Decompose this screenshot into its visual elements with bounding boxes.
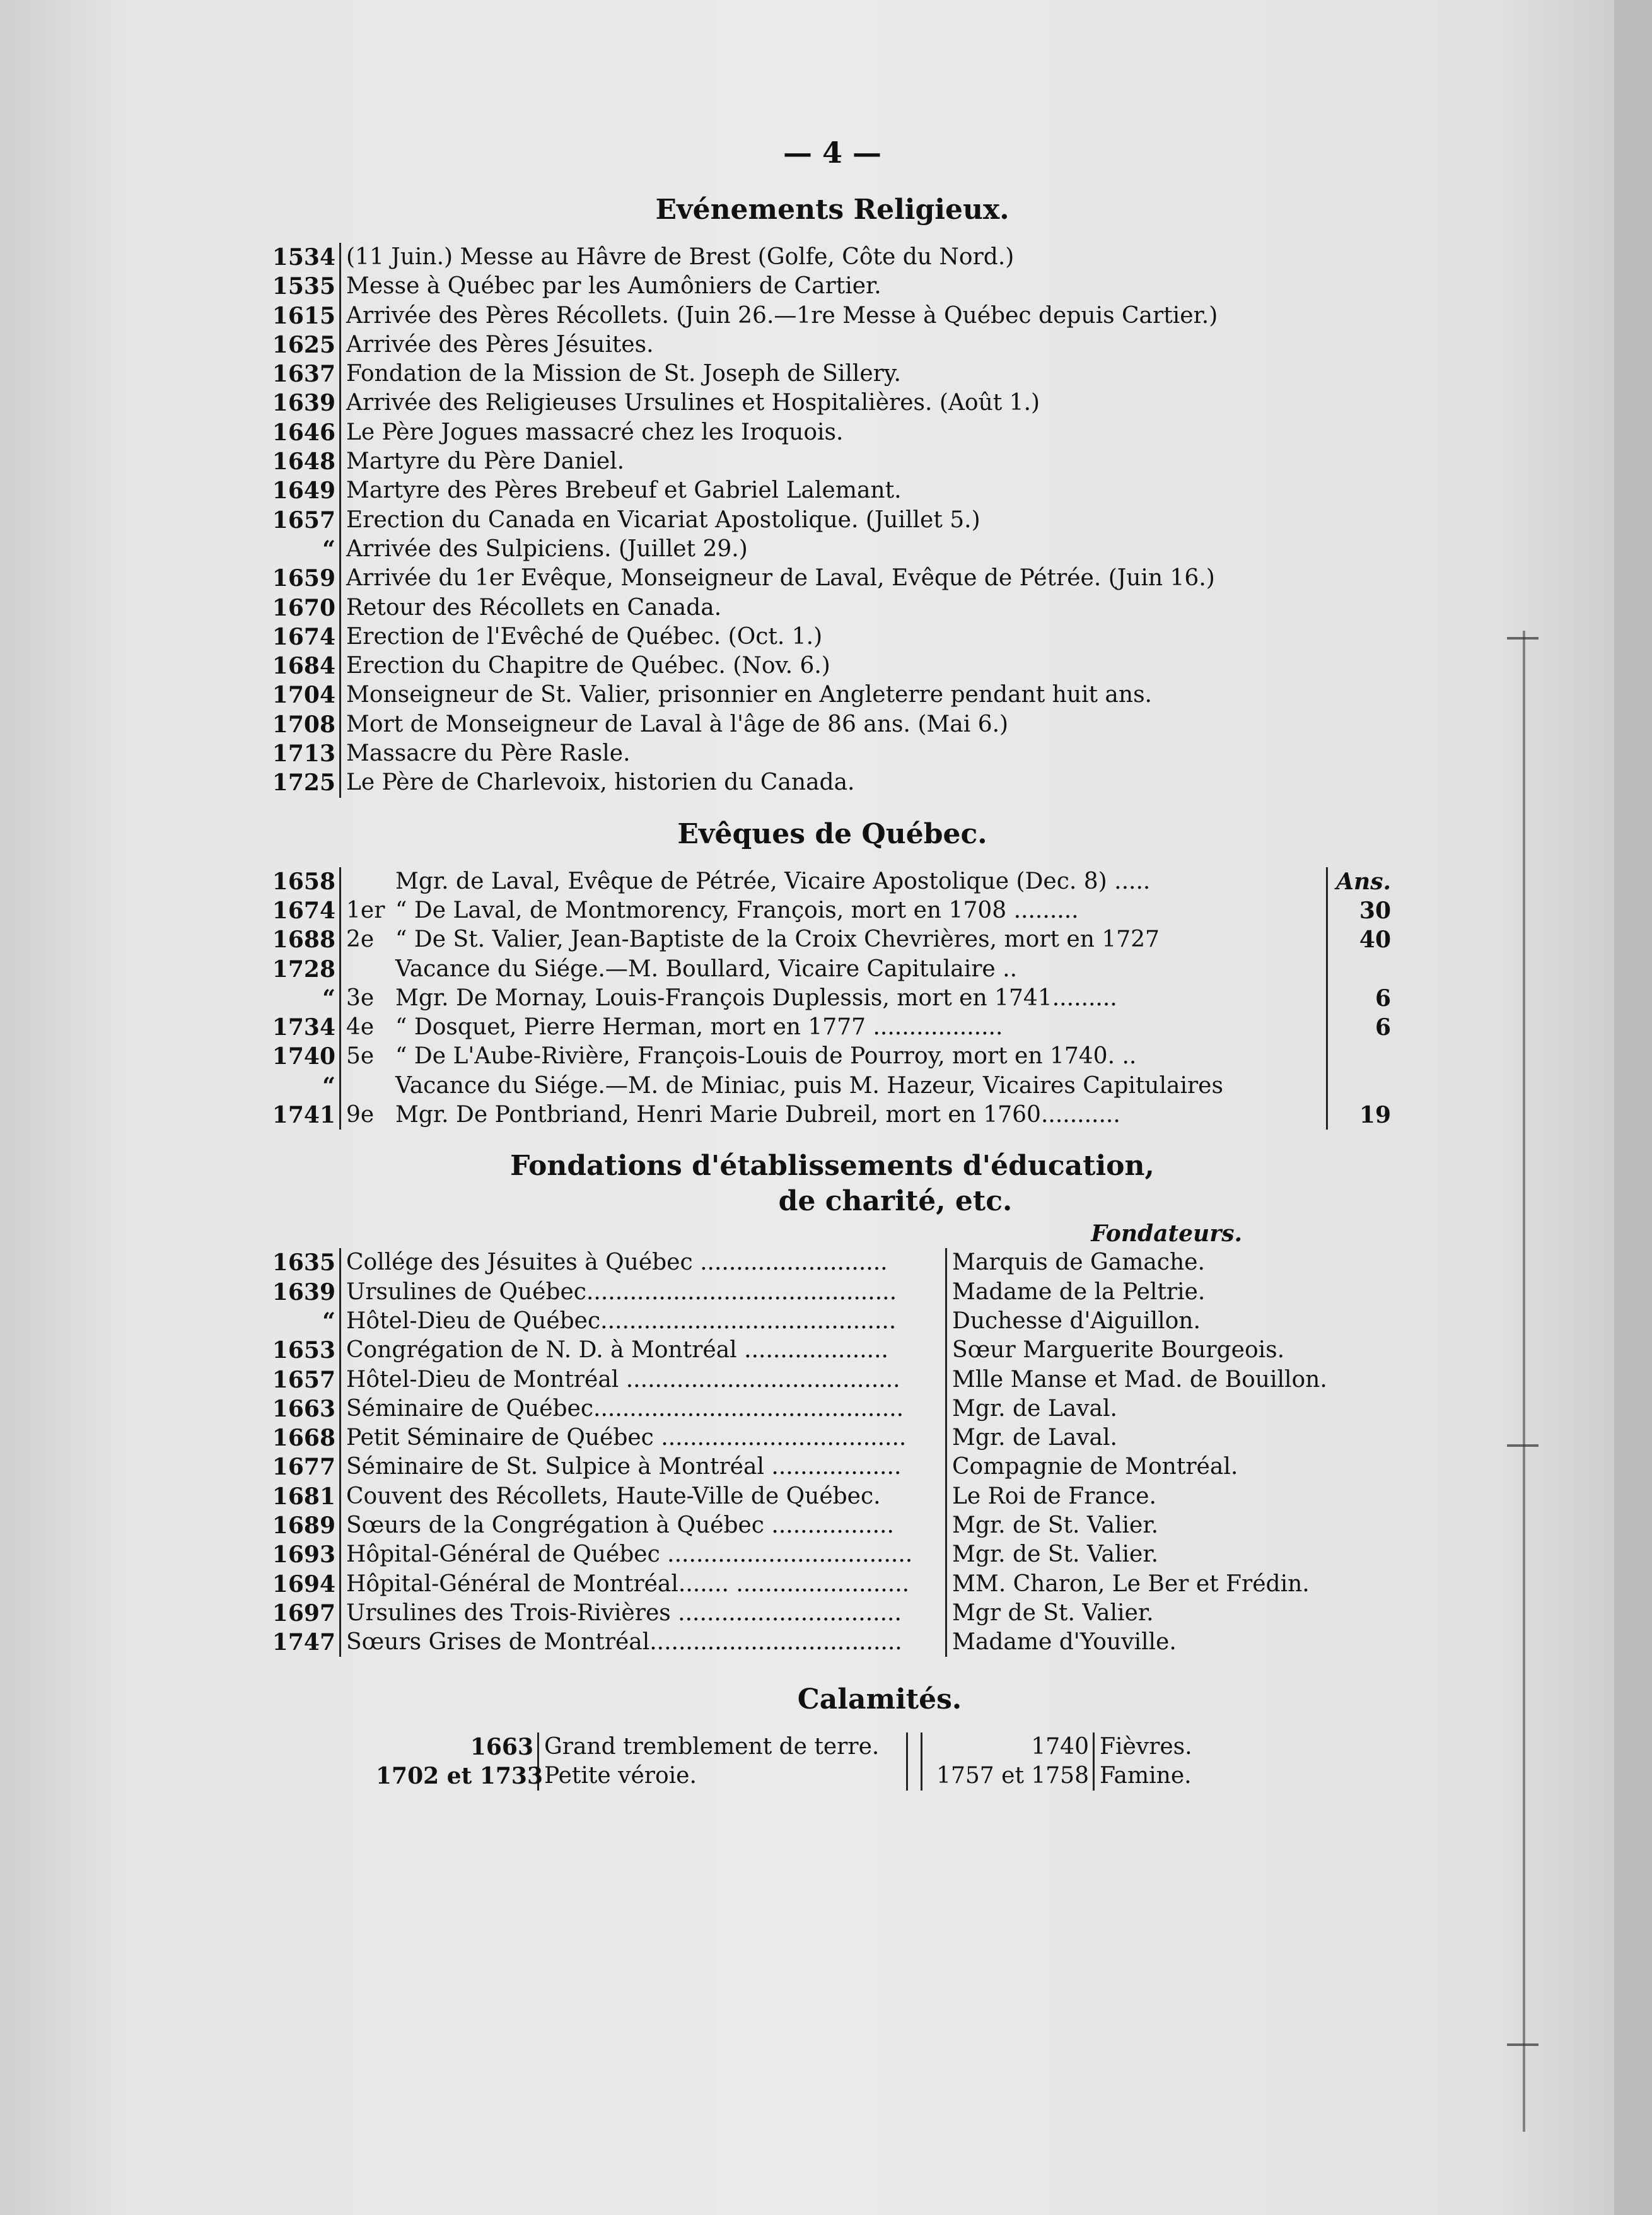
religious-event-row bbox=[271, 418, 1393, 447]
event-year: 1648 bbox=[271, 447, 341, 476]
event-year: 1674 bbox=[271, 622, 341, 652]
foundation-institution: Collége des Jésuites à Québec .......................... bbox=[341, 1248, 947, 1277]
religious-event-row bbox=[271, 330, 1393, 359]
foundation-row bbox=[271, 1482, 1393, 1511]
foundation-institution: Congrégation de N. D. à Montréal .................... bbox=[341, 1336, 947, 1365]
foundation-founder: Le Roi de France. bbox=[952, 1483, 1156, 1509]
foundation-founder: Duchesse d'Aiguillon. bbox=[952, 1307, 1201, 1334]
foundation-row bbox=[271, 1365, 1393, 1394]
bishops-title: Evêques de Québec. bbox=[677, 817, 987, 850]
event-year: 1649 bbox=[271, 476, 341, 505]
event-text: Martyre du Père Daniel. bbox=[346, 448, 625, 475]
bishops-list bbox=[271, 867, 1393, 1130]
bishop-row bbox=[271, 984, 1393, 1013]
foundation-founder: Marquis de Gamache. bbox=[952, 1249, 1205, 1276]
bishop-ordinal: 3e bbox=[346, 985, 375, 1011]
foundation-institution: Petit Séminaire de Québec .................................. bbox=[341, 1423, 947, 1452]
event-text: Erection du Canada en Vicariat Apostolique. (Juillet 5.) bbox=[346, 506, 980, 533]
religious-event-row bbox=[271, 476, 1393, 505]
event-text: Arrivée des Pères Récollets. (Juin 26.—1re Messe à Québec depuis Cartier.) bbox=[346, 302, 1218, 329]
religious-event-row bbox=[271, 681, 1393, 710]
bishop-year: 1741 bbox=[271, 1101, 341, 1130]
page-edge bbox=[1614, 0, 1652, 2215]
foundation-founder: Mlle Manse et Mad. de Bouillon. bbox=[952, 1366, 1327, 1393]
foundation-year: 1639 bbox=[271, 1278, 341, 1307]
bishop-years-served: 19 bbox=[1326, 1101, 1393, 1130]
foundation-row bbox=[271, 1628, 1393, 1657]
foundation-institution: Ursulines des Trois-Rivières ............................... bbox=[341, 1599, 947, 1628]
event-year: 1657 bbox=[271, 506, 341, 535]
religious-event-row bbox=[271, 506, 1393, 535]
event-year: 1659 bbox=[271, 564, 341, 593]
religious-event-row bbox=[271, 447, 1393, 476]
foundation-institution: Hôpital-Général de Montréal....... ........................ bbox=[341, 1570, 947, 1599]
foundation-row bbox=[271, 1336, 1393, 1365]
bishop-year: “ bbox=[271, 1072, 341, 1101]
bishop-text: Mgr. De Mornay, Louis-François Duplessis, mort en 1741......... bbox=[395, 985, 1117, 1011]
calamity-row bbox=[376, 1733, 897, 1762]
religious-event-row bbox=[271, 593, 1393, 622]
foundation-institution: Ursulines de Québec........................................... bbox=[341, 1278, 947, 1307]
foundation-row bbox=[271, 1423, 1393, 1452]
foundation-year: 1693 bbox=[271, 1540, 341, 1569]
religious-event-row bbox=[271, 652, 1393, 681]
foundation-institution: Hôtel-Dieu de Montréal ...................................... bbox=[341, 1365, 947, 1394]
foundation-founder: Mgr de St. Valier. bbox=[952, 1599, 1154, 1626]
event-text: Fondation de la Mission de St. Joseph de Sillery. bbox=[346, 361, 901, 387]
calamity-year: 1702 et 1733 bbox=[376, 1763, 543, 1790]
foundation-year: 1657 bbox=[271, 1365, 341, 1394]
event-year: 1646 bbox=[271, 418, 341, 447]
calamities-table bbox=[271, 1733, 1393, 1791]
event-text: Le Père Jogues massacré chez les Iroquois. bbox=[346, 419, 844, 445]
foundation-founder: Sœur Marguerite Bourgeois. bbox=[952, 1337, 1285, 1364]
foundation-year: 1689 bbox=[271, 1511, 341, 1540]
foundation-institution: Couvent des Récollets, Haute-Ville de Québec. bbox=[341, 1482, 947, 1511]
bishop-row bbox=[271, 955, 1393, 984]
calamities-right bbox=[931, 1733, 1289, 1791]
bishop-text: Vacance du Siége.—M. Boullard, Vicaire Capitulaire .. bbox=[395, 956, 1018, 982]
foundations-title-line1: Fondations d'établissements d'éducation, bbox=[510, 1150, 1155, 1183]
bishop-ordinal: 1er bbox=[346, 897, 385, 923]
bishop-year: 1740 bbox=[271, 1042, 341, 1071]
event-year: 1725 bbox=[271, 768, 341, 797]
foundation-row bbox=[271, 1248, 1393, 1277]
calamity-row bbox=[931, 1762, 1289, 1791]
religious-events-title: Evénements Religieux. bbox=[655, 194, 1009, 226]
event-text: Massacre du Père Rasle. bbox=[346, 740, 631, 767]
foundation-year: 1663 bbox=[271, 1394, 341, 1423]
religious-event-row bbox=[271, 535, 1393, 564]
event-text: Monseigneur de St. Valier, prisonnier en Angleterre pendant huit ans. bbox=[346, 682, 1152, 708]
margin-tick bbox=[1507, 1444, 1539, 1447]
religious-event-row bbox=[271, 710, 1393, 739]
calamity-text: Grand tremblement de terre. bbox=[544, 1734, 880, 1760]
bishop-ordinal: 5e bbox=[346, 1043, 375, 1070]
bishop-row bbox=[271, 896, 1393, 925]
religious-event-row bbox=[271, 243, 1393, 272]
calamity-year: 1757 et 1758 bbox=[931, 1762, 1095, 1791]
foundation-founder: Mgr. de St. Valier. bbox=[952, 1541, 1159, 1568]
bishop-text: Mgr. De Pontbriand, Henri Marie Dubreil, mort en 1760........... bbox=[395, 1102, 1120, 1128]
foundation-institution: Hôtel-Dieu de Québec......................................... bbox=[341, 1307, 947, 1336]
founders-header: Fondateurs. bbox=[1091, 1220, 1242, 1248]
calamity-row bbox=[931, 1733, 1289, 1762]
bishop-ordinal: 9e bbox=[346, 1102, 375, 1128]
bishop-row bbox=[271, 1013, 1393, 1042]
religious-event-row bbox=[271, 739, 1393, 768]
bishop-years-served: 40 bbox=[1326, 925, 1393, 954]
calamity-year: 1740 bbox=[931, 1733, 1095, 1762]
margin-rule bbox=[1523, 631, 1525, 2132]
event-year: “ bbox=[271, 535, 341, 564]
calamity-text: Famine. bbox=[1100, 1763, 1192, 1789]
foundation-year: 1635 bbox=[271, 1248, 341, 1277]
foundation-institution: Séminaire de Québec........................................... bbox=[341, 1394, 947, 1423]
foundations-list bbox=[271, 1248, 1393, 1657]
bishop-row bbox=[271, 867, 1393, 896]
foundation-row bbox=[271, 1570, 1393, 1599]
foundation-year: 1697 bbox=[271, 1599, 341, 1628]
bishop-ordinal bbox=[341, 1072, 393, 1101]
religious-event-row bbox=[271, 389, 1393, 418]
religious-event-row bbox=[271, 564, 1393, 593]
bishop-years-served: Ans. bbox=[1326, 867, 1393, 896]
foundation-year: “ bbox=[271, 1307, 341, 1336]
foundation-year: 1694 bbox=[271, 1570, 341, 1599]
foundation-founder: Compagnie de Montréal. bbox=[952, 1454, 1238, 1480]
event-text: Messe à Québec par les Aumôniers de Cartier. bbox=[346, 273, 881, 300]
foundation-founder: Mgr. de Laval. bbox=[952, 1395, 1117, 1422]
bishop-text: “ Dosquet, Pierre Herman, mort en 1777 .................. bbox=[395, 1014, 1003, 1041]
margin-tick bbox=[1507, 2043, 1539, 2046]
bishop-text: Vacance du Siége.—M. de Miniac, puis M. Hazeur, Vicaires Capitulaires bbox=[395, 1072, 1223, 1099]
foundation-row bbox=[271, 1599, 1393, 1628]
event-text: Retour des Récollets en Canada. bbox=[346, 594, 722, 621]
event-text: Le Père de Charlevoix, historien du Canada. bbox=[346, 769, 855, 796]
bishop-years-served: 6 bbox=[1326, 984, 1393, 1013]
calamities-left bbox=[376, 1733, 897, 1791]
bishop-year: 1734 bbox=[271, 1013, 341, 1042]
bishop-ordinal bbox=[341, 955, 393, 984]
religious-event-row bbox=[271, 359, 1393, 389]
foundation-institution: Sœurs Grises de Montréal................................... bbox=[341, 1628, 947, 1657]
calamities-title: Calamités. bbox=[797, 1683, 962, 1716]
bishop-year: 1674 bbox=[271, 896, 341, 925]
foundations-title-line2: de charité, etc. bbox=[778, 1185, 1013, 1218]
column-separator bbox=[906, 1733, 922, 1791]
event-text: Martyre des Pères Brebeuf et Gabriel Lalemant. bbox=[346, 477, 902, 504]
bishop-year: 1658 bbox=[271, 867, 341, 896]
bishop-year: 1688 bbox=[271, 925, 341, 954]
bishop-years-served: 6 bbox=[1326, 1013, 1393, 1042]
bishop-text: “ De Laval, de Montmorency, François, mort en 1708 ......... bbox=[395, 897, 1079, 923]
bishop-text: “ De St. Valier, Jean-Baptiste de la Croix Chevrières, mort en 1727 bbox=[395, 926, 1160, 953]
page-number: — 4 — bbox=[782, 136, 882, 170]
bishop-years-served bbox=[1326, 955, 1393, 984]
foundation-row bbox=[271, 1394, 1393, 1423]
event-text: Arrivée des Religieuses Ursulines et Hospitalières. (Août 1.) bbox=[346, 390, 1040, 416]
foundation-row bbox=[271, 1307, 1393, 1336]
bishop-years-served bbox=[1326, 1042, 1393, 1071]
bishop-ordinal: 2e bbox=[346, 926, 375, 953]
event-year: 1684 bbox=[271, 652, 341, 681]
event-text: Erection de l'Evêché de Québec. (Oct. 1.) bbox=[346, 623, 823, 650]
event-text: Arrivée du 1er Evêque, Monseigneur de Laval, Evêque de Pétrée. (Juin 16.) bbox=[346, 565, 1215, 592]
foundation-institution: Séminaire de St. Sulpice à Montréal .................. bbox=[341, 1452, 947, 1482]
foundation-founder: Madame de la Peltrie. bbox=[952, 1278, 1206, 1305]
event-year: 1670 bbox=[271, 593, 341, 622]
event-year: 1704 bbox=[271, 681, 341, 710]
foundation-row bbox=[271, 1452, 1393, 1482]
bishop-row bbox=[271, 925, 1393, 954]
margin-tick bbox=[1507, 637, 1539, 640]
bishop-ordinal bbox=[341, 867, 393, 896]
religious-events-list bbox=[271, 243, 1393, 798]
event-year: 1535 bbox=[271, 272, 341, 301]
foundation-row bbox=[271, 1540, 1393, 1569]
event-text: (11 Juin.) Messe au Hâvre de Brest (Golfe, Côte du Nord.) bbox=[346, 244, 1015, 270]
foundation-year: 1681 bbox=[271, 1482, 341, 1511]
event-text: Arrivée des Pères Jésuites. bbox=[346, 331, 654, 358]
bishop-ordinal: 4e bbox=[346, 1014, 375, 1041]
event-year: 1637 bbox=[271, 359, 341, 389]
event-year: 1625 bbox=[271, 330, 341, 359]
foundation-year: 1677 bbox=[271, 1452, 341, 1482]
event-year: 1713 bbox=[271, 739, 341, 768]
calamity-row bbox=[376, 1762, 897, 1791]
event-year: 1708 bbox=[271, 710, 341, 739]
bishop-row bbox=[271, 1101, 1393, 1130]
religious-event-row bbox=[271, 301, 1393, 330]
religious-event-row bbox=[271, 768, 1393, 797]
bishop-years-served bbox=[1326, 1072, 1393, 1101]
foundation-institution: Sœurs de la Congrégation à Québec ................. bbox=[341, 1511, 947, 1540]
bishop-text: “ De L'Aube-Rivière, François-Louis de Pourroy, mort en 1740. .. bbox=[395, 1043, 1137, 1070]
calamity-text: Fièvres. bbox=[1100, 1734, 1192, 1760]
foundation-founder: MM. Charon, Le Ber et Frédin. bbox=[952, 1570, 1310, 1597]
bishop-year: “ bbox=[271, 984, 341, 1013]
foundation-founder: Madame d'Youville. bbox=[952, 1629, 1177, 1656]
foundation-founder: Mgr. de Laval. bbox=[952, 1425, 1117, 1451]
foundation-institution: Hôpital-Général de Québec .................................. bbox=[341, 1540, 947, 1569]
religious-event-row bbox=[271, 622, 1393, 652]
bishop-row bbox=[271, 1042, 1393, 1071]
event-text: Arrivée des Sulpiciens. (Juillet 29.) bbox=[346, 535, 748, 562]
foundation-row bbox=[271, 1278, 1393, 1307]
calamity-year: 1663 bbox=[376, 1733, 539, 1762]
bishop-row bbox=[271, 1072, 1393, 1101]
foundation-founder: Mgr. de St. Valier. bbox=[952, 1512, 1159, 1538]
bishop-years-served: 30 bbox=[1326, 896, 1393, 925]
bishop-text: Mgr. de Laval, Evêque de Pétrée, Vicaire Apostolique (Dec. 8) ..... bbox=[395, 868, 1151, 894]
bishop-year: 1728 bbox=[271, 955, 341, 984]
foundation-year: 1668 bbox=[271, 1423, 341, 1452]
page-content bbox=[271, 136, 1393, 1791]
event-year: 1615 bbox=[271, 301, 341, 330]
event-text: Mort de Monseigneur de Laval à l'âge de 86 ans. (Mai 6.) bbox=[346, 711, 1009, 737]
foundation-year: 1653 bbox=[271, 1336, 341, 1365]
event-year: 1639 bbox=[271, 389, 341, 418]
event-text: Erection du Chapitre de Québec. (Nov. 6.) bbox=[346, 653, 830, 679]
religious-event-row bbox=[271, 272, 1393, 301]
event-year: 1534 bbox=[271, 243, 341, 272]
foundation-row bbox=[271, 1511, 1393, 1540]
calamity-text: Petite véroie. bbox=[544, 1763, 697, 1789]
foundation-year: 1747 bbox=[271, 1628, 341, 1657]
